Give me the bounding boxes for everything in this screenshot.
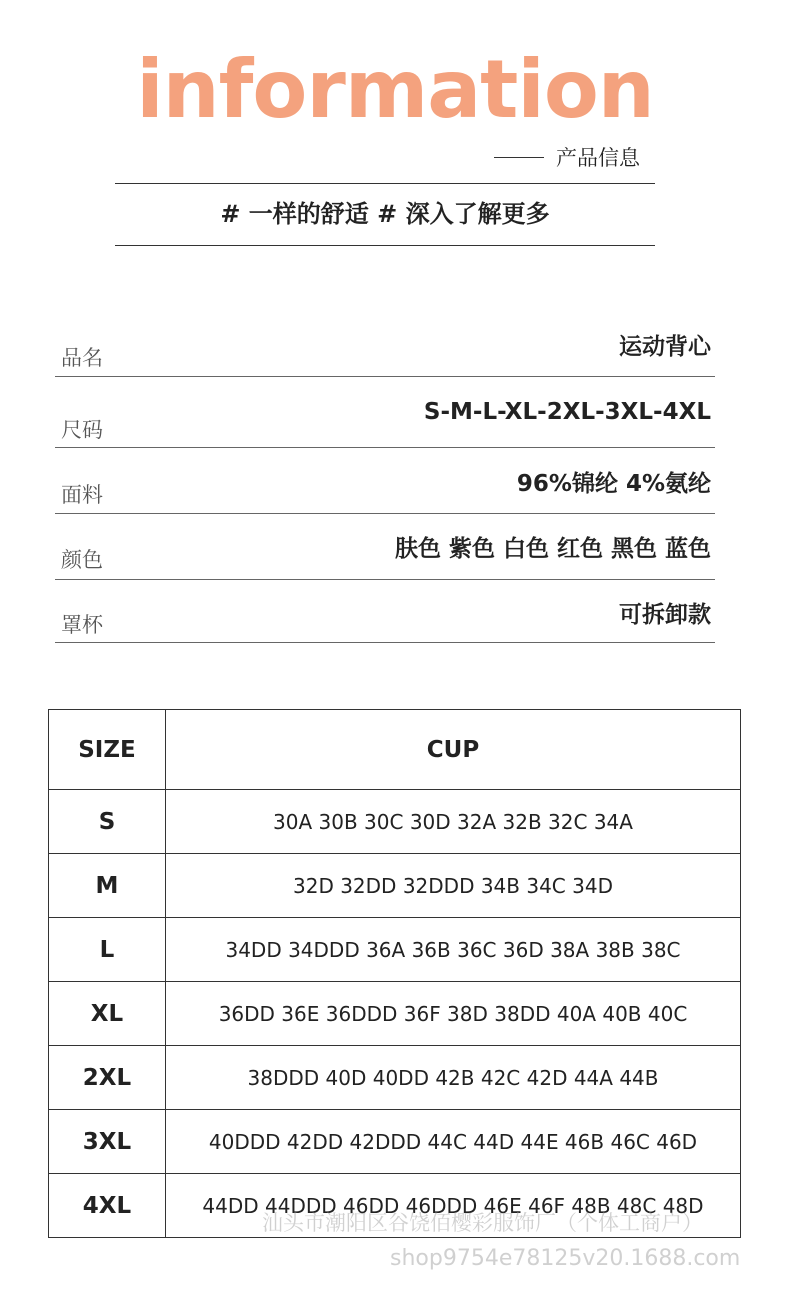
info-value: 可拆卸款 [619,602,711,628]
size-cell: 4XL [49,1174,166,1238]
table-row [49,1046,741,1110]
cup-cell: 38DDD 40D 40DD 42B 42C 42D 44A 44B [166,1046,741,1110]
info-value: S-M-L-XL-2XL-3XL-4XL [423,399,711,425]
size-cell: 3XL [49,1110,166,1174]
info-row-name [55,320,715,377]
size-cell: XL [49,982,166,1046]
info-label: 尺码 [61,418,103,442]
cup-header: CUP [166,710,741,790]
info-value: 96%锦纶 4%氨纶 [516,471,711,497]
slogan: # 一样的舒适 # 深入了解更多 [220,200,550,228]
size-cell: L [49,918,166,982]
info-label: 罩杯 [61,613,103,637]
cup-cell: 44DD 44DDD 46DD 46DDD 46E 46F 48B 48C 48D [166,1174,741,1238]
page-title: information [136,43,654,136]
info-row-size [55,377,715,448]
subtitle-group [494,143,640,171]
info-label: 品名 [61,346,103,370]
size-cell: 2XL [49,1046,166,1110]
info-label: 颜色 [61,548,103,572]
size-header: SIZE [49,710,166,790]
size-table [48,709,741,1238]
size-cell: S [49,790,166,854]
slogan-top-rule [115,183,655,184]
cup-cell: 40DDD 42DD 42DDD 44C 44D 44E 46B 46C 46D [166,1110,741,1174]
table-row [49,854,741,918]
table-row [49,982,741,1046]
table-row [49,918,741,982]
info-row-cup [55,580,715,643]
cup-cell: 32D 32DD 32DDD 34B 34C 34D [166,854,741,918]
subtitle: 产品信息 [556,146,640,170]
table-header-row [49,710,741,790]
cup-cell: 36DD 36E 36DDD 36F 38D 38DD 40A 40B 40C [166,982,741,1046]
info-row-fabric [55,448,715,514]
watermark-shop-name: 汕头市潮阳区谷饶佰樱彩服饰厂（个体工商户） [262,1211,703,1235]
info-value: 肤色 紫色 白色 红色 黑色 蓝色 [394,536,711,562]
slogan-bottom-rule [115,245,655,246]
info-value: 运动背心 [619,334,711,360]
size-cell: M [49,854,166,918]
cup-cell: 30A 30B 30C 30D 32A 32B 32C 34A [166,790,741,854]
table-row [49,1110,741,1174]
subtitle-dash [494,157,544,158]
info-label: 面料 [61,483,103,507]
info-row-color [55,514,715,580]
cup-cell: 34DD 34DDD 36A 36B 36C 36D 38A 38B 38C [166,918,741,982]
table-row [49,790,741,854]
watermark-shop-url: shop9754e78125v20.1688.com [390,1246,741,1271]
